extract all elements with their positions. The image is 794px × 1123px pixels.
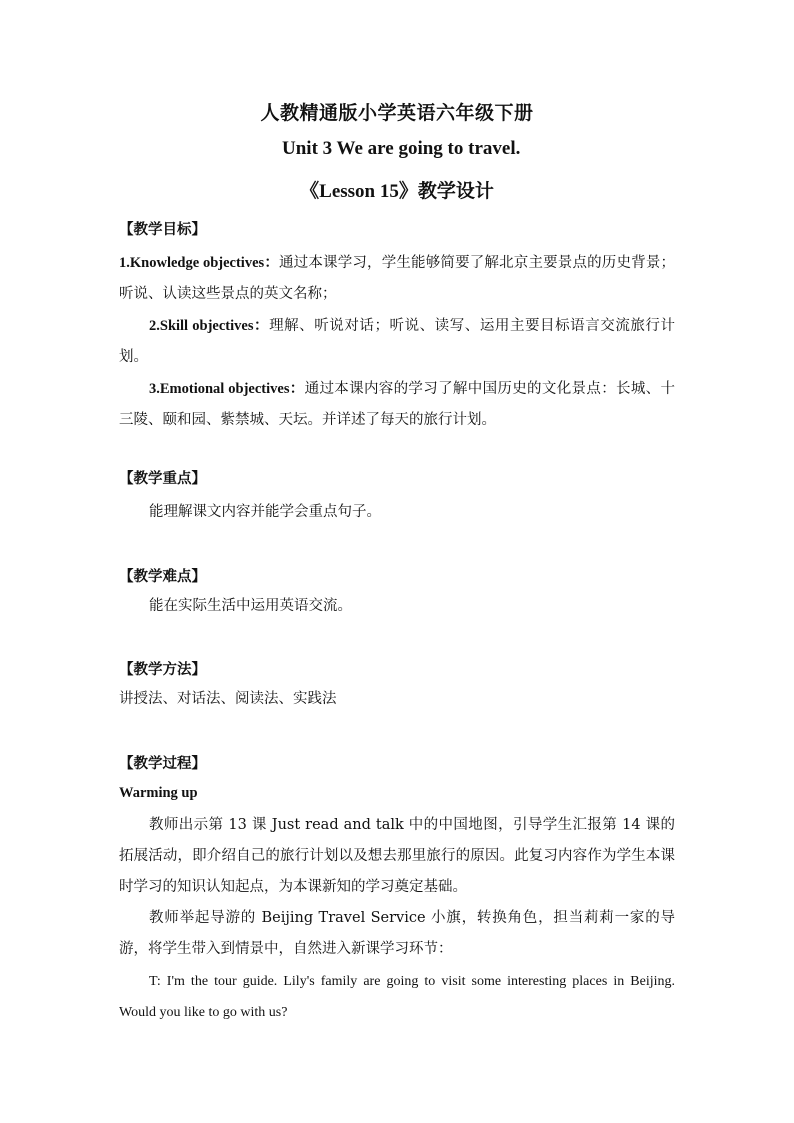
emotional-objective — [119, 374, 675, 436]
document-title: 人教精通版小学英语六年级下册 — [260, 102, 534, 124]
skill-text: 理解、听说对话；听说、读写、运用主要目标语言交流旅行计划。 — [119, 318, 675, 365]
knowledge-objective — [119, 248, 675, 310]
key-points-heading: 【教学重点】 — [119, 471, 206, 487]
knowledge-label: 1.Knowledge objectives： — [119, 255, 279, 271]
emotional-label: 3.Emotional objectives： — [149, 381, 305, 397]
unit-title: Unit 3 We are going to travel. — [282, 138, 521, 159]
dialog-line: T: I'm the tour guide. Lily's family are going to visit some interesting places in Beijing. Would you like to go with us? — [119, 974, 675, 1020]
skill-label: 2.Skill objectives： — [149, 318, 270, 334]
knowledge-text: 通过本课学习，学生能够简要了解北京主要景点的历史背景；听说、认读这些景点的英文名称； — [119, 255, 675, 302]
skill-objective — [119, 311, 675, 373]
process-paragraph-2: 教师举起导游的 Beijing Travel Service 小旗，转换角色，担当莉莉一家的导游，将学生带入到情景中，自然进入新课学习环节： — [119, 910, 675, 957]
methods-text: 讲授法、对话法、阅读法、实践法 — [119, 691, 337, 707]
emotional-text: 通过本课内容的学习了解中国历史的文化景点：长城、十三陵、颐和园、紫禁城、天坛。并详述了每天的旅行计划。 — [119, 381, 675, 428]
process-paragraph-1: 教师出示第 13 课 Just read and talk 中的中国地图，引导学生汇报第 14 课的拓展活动，即介绍自己的旅行计划以及想去那里旅行的原因。此复习内容作为学生本课时学习的知识认知起点，为本课新知的学习奠定基础。 — [119, 817, 675, 895]
key-points-text: 能理解课文内容并能学会重点句子。 — [149, 504, 381, 520]
process-heading: 【教学过程】 — [119, 756, 206, 772]
objectives-heading: 【教学目标】 — [119, 222, 206, 238]
difficulties-text: 能在实际生活中运用英语交流。 — [149, 598, 352, 614]
methods-heading: 【教学方法】 — [119, 662, 206, 678]
warming-up-label: Warming up — [119, 785, 198, 801]
lesson-title: 《Lesson 15》教学设计 — [300, 181, 494, 202]
difficulties-heading: 【教学难点】 — [119, 569, 206, 585]
